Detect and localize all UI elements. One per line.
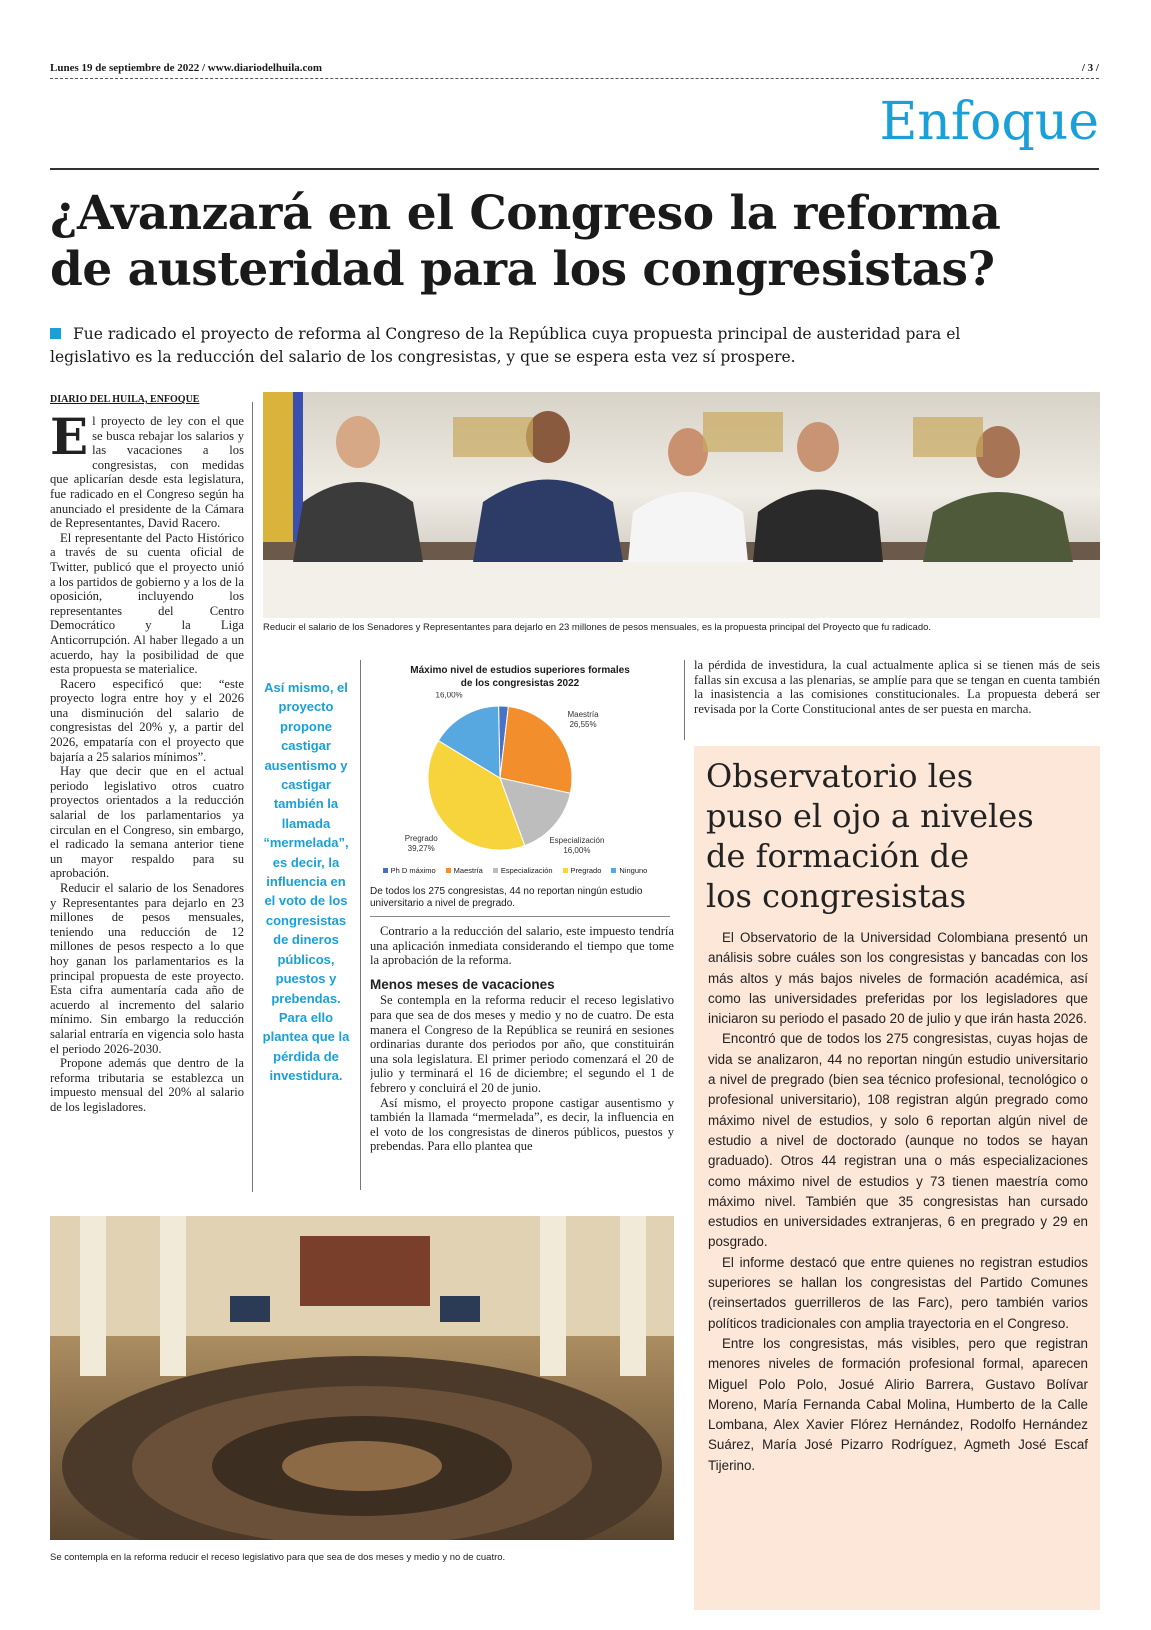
chart-title [370, 658, 670, 690]
lead [50, 323, 1100, 369]
chart-divider [370, 916, 670, 917]
section-rule [50, 168, 1099, 170]
lead-line-1: Fue radicado el proyecto de reforma al Congreso de la República cuya propuesta principal de austeridad para el [73, 325, 961, 343]
middle-column [370, 924, 674, 1194]
legend-label-0: Ph D máximo [390, 866, 436, 875]
box-paragraph-1: El Observatorio de la Universidad Colombiana presentó un análisis sobre cuáles son los congresistas y bancadas con los más altos y más bajos niveles de formación académica, así como las universidades preferidas por los legisladores que iniciaron su periodo el pasado 20 de julio y que irán hasta 2026. [708, 930, 1088, 1027]
quote-divider [360, 660, 361, 1190]
press-conference-illustration [263, 392, 1100, 618]
column-divider [252, 402, 253, 1192]
press-conference-photo [263, 392, 1100, 618]
pie-label-value-4: 16,00% [435, 692, 463, 700]
legend-label-3: Pregrado [570, 866, 602, 875]
col1-paragraph-6: Propone además que dentro de la reforma tributaria se establezca un impuesto mensual del 20% al salario de los legisladores. [50, 1056, 244, 1114]
congress-hall-photo [50, 1216, 674, 1540]
col1-paragraph-1: l proyecto de ley con el que se busca rebajar los salarios y las vacaciones a los congresistas, con medidas que aplicarían desde esta legislatura, fue radicado en el Congreso según ha anunciado el presidente de la Cámara de Representantes, David Racero. [50, 414, 244, 531]
pie-chart [370, 658, 670, 890]
box-title-line-1: Observatorio les [706, 757, 974, 795]
col1-paragraph-2: El representante del Pacto Histórico a través de su cuenta oficial de Twitter, publicó que el proyecto unió a los partidos de gobierno y a los de la oposición, incluyendo los representantes del Centro Democrático y la Liga Anticorrupción. Al haber llegado a un acuerdo, hay la posibilidad de que esta propuesta se materialice. [50, 530, 244, 677]
pie-svg [370, 692, 670, 864]
box-title-line-2: puso el ojo a niveles [706, 797, 1034, 835]
col1-paragraph-5: Reducir el salario de los Senadores y Representantes para dejarlo en 23 millones de pesos mensuales, teniendo una reducción de 12 millones de pesos respecto a lo que hoy ganan los parlamentarios es la principal propuesta de este proyecto. Esta cifra aumentaría cada año de acuerdo al incremento del salario mínimo. Sin embargo la reducción salarial entraría en vigencia solo hasta el periodo 2026-2030. [50, 881, 244, 1056]
box-paragraph-3: El informe destacó que entre quienes no registran estudios superiores se hallan los congresistas del Partido Comunes (reinsertados guerrilleros de las Farc), pero también varios políticos tradicionales con amplia trayectoria en el Congreso. [708, 1254, 1088, 1331]
legend-swatch-0 [383, 868, 388, 873]
legend-label-4: Ninguno [619, 866, 648, 875]
mid-paragraph-2: Se contempla en la reforma reducir el receso legislativo para que sea de dos meses y medio y no de cuatro. De esta manera el Congreso de la República se reunirá en sesiones ordinarias durante dos periodos por año, que constituirán una sola legislatura. El primer periodo comenzará el 20 de julio y terminará el 16 de diciembre; el segundo el 1 de febrero y concluirá el 20 de junio. [370, 993, 674, 1095]
photo-2-caption: Se contempla en la reforma reducir el receso legislativo para que sea de dos meses y medio y no de cuatro. [50, 1552, 506, 1563]
col1-paragraph-3: Racero especificó que: “este proyecto logra entre hoy y el 2026 una disminución del salario de congresistas del 20% y, a partir del 2026, empataría con el proyecto que bajaría a 25 salarios mínimos”. [50, 676, 244, 764]
subhead-vacaciones: Menos meses de vacaciones [370, 976, 555, 992]
legend-item-3 [563, 866, 602, 875]
chart-legend [370, 866, 670, 875]
dateline: Lunes 19 de septiembre de 2022 / www.diariodelhuila.com [50, 62, 323, 74]
observatorio-box [694, 746, 1100, 1610]
section-title: Enfoque [879, 92, 1099, 152]
middle-right-divider [684, 660, 685, 740]
right-top-text: la pérdida de investidura, la cual actualmente aplica si se tienen más de seis fallas sin excusa a las plenarias, se amplíe para que se tengan en cuenta también la inasistencia a las comisiones constitucionales. La propuesta deberá ser revisada por la Corte Constitucional antes de ser puesta en marcha. [694, 658, 1100, 716]
legend-swatch-1 [446, 868, 451, 873]
headline-line-2: de austeridad para los congresistas? [50, 242, 995, 297]
legend-item-2 [493, 866, 553, 875]
byline: DIARIO DEL HUILA, ENFOQUE [50, 394, 200, 405]
headline [50, 186, 1000, 298]
box-title [706, 756, 1034, 916]
col1-paragraph-4: Hay que decir que en el actual periodo legislativo otros cuatro proyectos orientados a la reducción salarial de los parlamentarios ya circulan en el Congreso, sin embargo, el radicado la semana anterior tiene un mayor respaldo para su aprobación. [50, 764, 244, 881]
drop-cap: E [50, 414, 89, 466]
chart-title-line-1: Máximo nivel de estudios superiores formales [410, 665, 630, 676]
box-title-line-4: los congresistas [706, 877, 967, 915]
chart-caption: De todos los 275 congresistas, 44 no reportan ningún estudio universitario a nivel de pregrado. [370, 886, 643, 909]
box-paragraph-4: Entre los congresistas, más visibles, pero que registran menores niveles de formación profesional formal, aparecen Miguel Polo Polo, Josué Alirio Barrera, Gustavo Bolívar Moreno, María Fernanda Cabal Molina, Humberto de la Calle Lombana, Alex Xavier Flórez Hernández, Rodolfo Hernández Suárez, María José Pizarro Rodríguez, Agmeth José Escaf Tijerino. [708, 1335, 1088, 1473]
page-number: / 3 / [1081, 62, 1099, 74]
pie-label-value-1: 26,55% [569, 719, 597, 729]
column-1 [50, 414, 244, 1174]
pie-label-value-3: 39,27% [407, 843, 435, 853]
chart-title-line-2: de los congresistas 2022 [460, 678, 580, 689]
pie-label-name-3: Pregrado [404, 833, 438, 843]
mid-paragraph-3: Así mismo, el proyecto propone castigar ausentismo y también la llamada “mermelada”, es decir, la influencia en el voto de los congresistas de dineros públicos, puestos y prebendas. Para ello plantea que [370, 1095, 674, 1154]
congress-hall-illustration [50, 1216, 674, 1540]
pie-label-name-1: Maestría [567, 709, 599, 719]
photo-1-caption: Reducir el salario de los Senadores y Representantes para dejarlo en 23 millones de pesos mensuales, es la propuesta principal del Proyecto que fu radicado. [263, 622, 932, 633]
legend-item-0 [383, 866, 436, 875]
box-body [708, 928, 1088, 1476]
legend-label-1: Maestría [453, 866, 483, 875]
box-title-line-3: de formación de [706, 837, 970, 875]
mid-paragraph-1: Contrario a la reducción del salario, este impuesto tendría una aplicación inmediata considerando el tiempo que tome la aprobación de la reforma. [370, 924, 674, 968]
legend-item-1 [446, 866, 483, 875]
header-rule [50, 78, 1099, 79]
headline-line-1: ¿Avanzará en el Congreso la reforma [50, 186, 1001, 241]
pie-label-name-2: Especialización [549, 836, 605, 846]
pull-quote: Así mismo, el proyecto propone castigar ausentismo y castigar también la llamada “mermelada”, es decir, la influencia en el voto de los congresistas de dineros públicos, puestos y prebendas. Para ello plantea que la pérdida de investidura. [262, 680, 350, 1084]
lead-bullet [50, 328, 61, 339]
legend-swatch-2 [493, 868, 498, 873]
legend-label-2: Especialización [500, 866, 553, 875]
box-paragraph-2: Encontró que de todos los 275 congresistas, cuyas hojas de vida se analizaron, 44 no reportan ningún estudio universitario a nivel de pregrado (bien sea técnico profesional, tecnológico o profesional universitario), 108 registran algún pregrado como máximo nivel de estudios, y solo 6 reportan algún nivel de estudio a nivel de doctorado (aunque no todos se hayan graduado). Otros 44 registran una o más especializaciones como máximo nivel de estudios y 73 tienen maestría como máximo nivel. También que 35 congresistas han cursado estudios en universidades extranjeras, 6 en pregrado y 29 en posgrado. [708, 1031, 1088, 1250]
lead-line-2: legislativo es la reducción del salario de los congresistas, y que se espera esta vez sí prospere. [50, 348, 796, 366]
legend-item-4 [611, 866, 647, 875]
legend-swatch-3 [563, 868, 568, 873]
pie-label-value-2: 16,00% [563, 846, 591, 856]
legend-swatch-4 [611, 868, 616, 873]
